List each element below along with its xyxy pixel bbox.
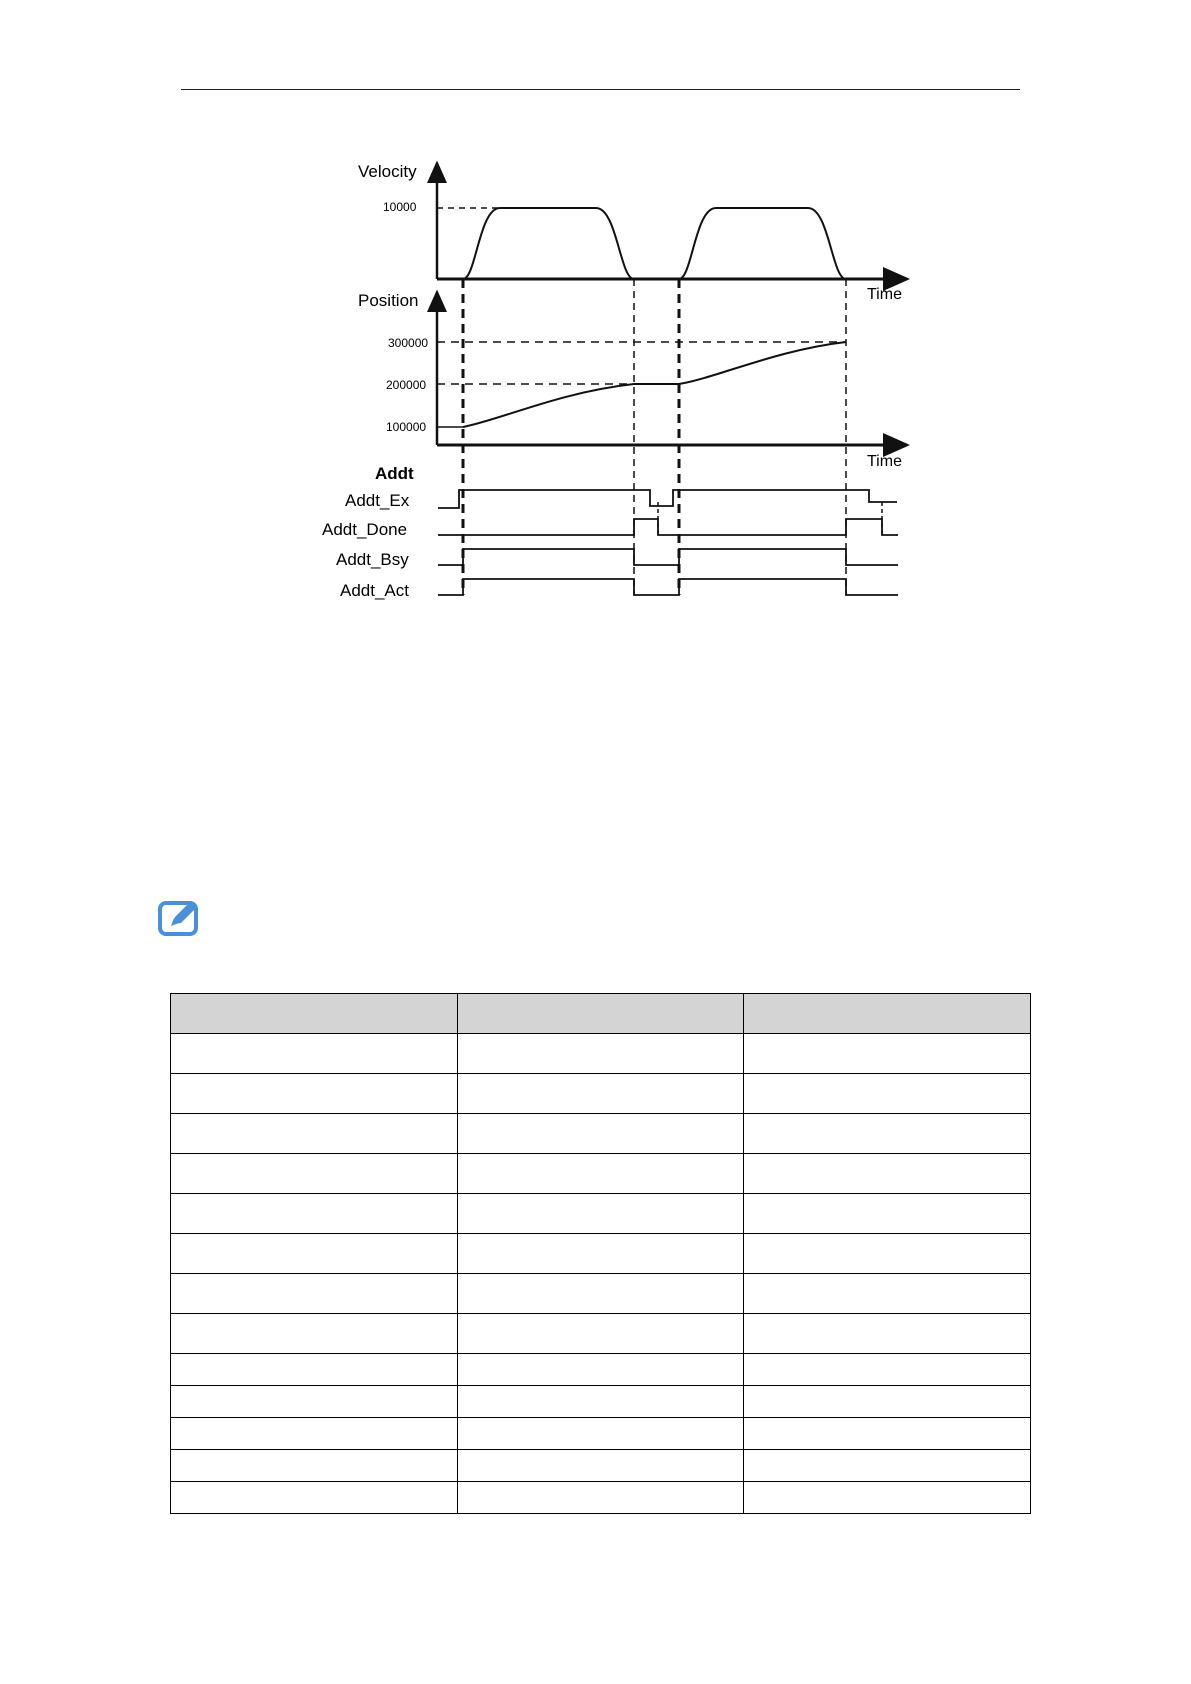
table-cell bbox=[171, 1234, 458, 1274]
data-table bbox=[170, 993, 1031, 1514]
table-cell bbox=[171, 1418, 458, 1450]
table-cell bbox=[457, 1450, 744, 1482]
table-cell bbox=[457, 1114, 744, 1154]
table-header-row bbox=[171, 994, 1031, 1034]
table-cell bbox=[171, 1450, 458, 1482]
table-row bbox=[171, 1314, 1031, 1354]
table-cell bbox=[744, 1386, 1031, 1418]
table-cell bbox=[744, 1314, 1031, 1354]
table-row bbox=[171, 1386, 1031, 1418]
table-cell bbox=[171, 1354, 458, 1386]
table-cell bbox=[457, 1034, 744, 1074]
waveform-act bbox=[438, 579, 898, 595]
table-cell bbox=[457, 1418, 744, 1450]
waveform-done bbox=[438, 519, 898, 535]
table-cell bbox=[457, 1482, 744, 1514]
table-row bbox=[171, 1074, 1031, 1114]
table-row bbox=[171, 1482, 1031, 1514]
table-row bbox=[171, 1418, 1031, 1450]
edit-note-icon bbox=[158, 897, 202, 937]
table-cell bbox=[171, 1154, 458, 1194]
table-cell bbox=[457, 1386, 744, 1418]
table-header-cell bbox=[171, 994, 458, 1034]
table-cell bbox=[171, 1034, 458, 1074]
velocity-axis-label: Velocity bbox=[358, 162, 417, 181]
table-cell bbox=[457, 1354, 744, 1386]
table-cell bbox=[457, 1234, 744, 1274]
table-cell bbox=[744, 1450, 1031, 1482]
signal-label-bsy: Addt_Bsy bbox=[336, 550, 409, 569]
table-row bbox=[171, 1274, 1031, 1314]
table-cell bbox=[171, 1074, 458, 1114]
position-time-label: Time bbox=[867, 453, 902, 470]
table-header-cell bbox=[744, 994, 1031, 1034]
waveform-bsy bbox=[438, 549, 898, 565]
table-row bbox=[171, 1154, 1031, 1194]
position-tick-200000: 200000 bbox=[386, 378, 427, 392]
position-tick-300000: 300000 bbox=[388, 336, 429, 350]
table-cell bbox=[744, 1154, 1031, 1194]
table-cell bbox=[744, 1418, 1031, 1450]
velocity-tick-10000: 10000 bbox=[383, 200, 417, 214]
table-cell bbox=[744, 1194, 1031, 1234]
signal-group-label: Addt bbox=[375, 464, 414, 483]
table-cell bbox=[457, 1314, 744, 1354]
velocity-profile bbox=[437, 208, 907, 279]
position-profile bbox=[463, 342, 846, 427]
table-cell bbox=[744, 1074, 1031, 1114]
waveform-ex bbox=[438, 490, 897, 508]
table-cell bbox=[171, 1114, 458, 1154]
table-cell bbox=[171, 1482, 458, 1514]
signal-label-act: Addt_Act bbox=[340, 581, 409, 600]
position-tick-100000: 100000 bbox=[386, 420, 427, 434]
position-axis-label: Position bbox=[358, 291, 419, 310]
table-row bbox=[171, 1114, 1031, 1154]
table-cell bbox=[744, 1274, 1031, 1314]
table-cell bbox=[171, 1314, 458, 1354]
signal-label-ex: Addt_Ex bbox=[345, 491, 410, 510]
table-cell bbox=[744, 1234, 1031, 1274]
table-cell bbox=[744, 1034, 1031, 1074]
table-row bbox=[171, 1450, 1031, 1482]
timing-diagram bbox=[0, 0, 1191, 640]
table-cell bbox=[171, 1194, 458, 1234]
table-row bbox=[171, 1234, 1031, 1274]
signal-label-done: Addt_Done bbox=[322, 520, 408, 539]
table-row bbox=[171, 1354, 1031, 1386]
velocity-time-label: Time bbox=[867, 286, 902, 303]
table-cell bbox=[457, 1194, 744, 1234]
table-cell bbox=[457, 1154, 744, 1194]
table-cell bbox=[171, 1274, 458, 1314]
table-cell bbox=[457, 1274, 744, 1314]
table-header-cell bbox=[457, 994, 744, 1034]
table-cell bbox=[744, 1354, 1031, 1386]
table-row bbox=[171, 1194, 1031, 1234]
table-cell bbox=[171, 1386, 458, 1418]
table-cell bbox=[744, 1114, 1031, 1154]
table-row bbox=[171, 1034, 1031, 1074]
table-cell bbox=[744, 1482, 1031, 1514]
table-cell bbox=[457, 1074, 744, 1114]
